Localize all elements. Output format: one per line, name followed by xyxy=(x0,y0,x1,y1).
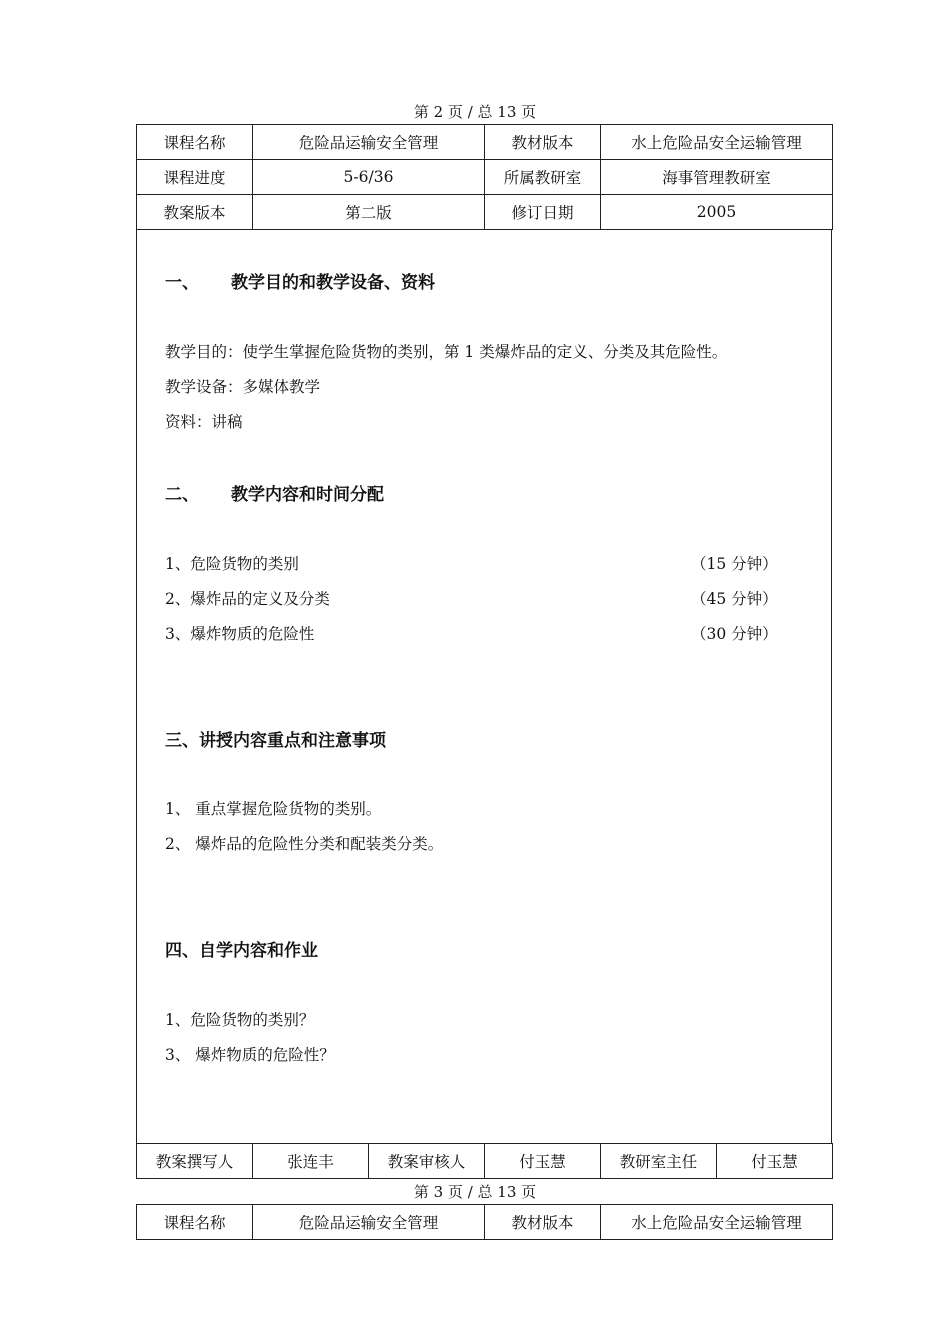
value-department-head: 付玉慧 xyxy=(717,1144,833,1179)
equipment-line: 教学设备：多媒体教学 xyxy=(165,378,321,396)
list-item: 1、 重点掌握危险货物的类别。 xyxy=(165,800,382,818)
section4-title: 四、自学内容和作业 xyxy=(165,941,318,961)
section2-number: 二、 xyxy=(165,485,199,505)
value-reviewer: 付玉慧 xyxy=(485,1144,601,1179)
course-info-table xyxy=(136,124,833,230)
page-number-top: 第 2 页 / 总 13 页 xyxy=(413,103,537,121)
label-department-head: 教研室主任 xyxy=(601,1144,717,1179)
time-allocation: （45 分钟） xyxy=(691,590,778,608)
table-row xyxy=(137,160,833,195)
value-plan-version: 第二版 xyxy=(253,195,485,230)
section3-title: 三、讲授内容重点和注意事项 xyxy=(165,731,386,751)
label-reviewer: 教案审核人 xyxy=(369,1144,485,1179)
section2-title: 教学内容和时间分配 xyxy=(231,485,384,505)
value-course-name: 危险品运输安全管理 xyxy=(253,1205,485,1240)
time-allocation: （15 分钟） xyxy=(691,555,778,573)
label-course-progress: 课程进度 xyxy=(137,160,253,195)
lesson-plan-body xyxy=(136,230,832,1143)
time-allocation: （30 分钟） xyxy=(691,625,778,643)
label-course-name: 课程名称 xyxy=(137,1205,253,1240)
list-item: 1、危险货物的类别 xyxy=(165,555,299,573)
value-course-progress: 5-6/36 xyxy=(253,160,485,195)
list-item: 2、 爆炸品的危险性分类和配装类分类。 xyxy=(165,835,444,853)
list-item: 3、 爆炸物质的危险性？ xyxy=(165,1046,335,1064)
label-course-name: 课程名称 xyxy=(137,125,253,160)
value-textbook-version: 水上危险品安全运输管理 xyxy=(601,1205,833,1240)
label-plan-version: 教案版本 xyxy=(137,195,253,230)
table-row xyxy=(137,125,833,160)
next-page-header-table xyxy=(136,1204,833,1240)
value-course-name: 危险品运输安全管理 xyxy=(253,125,485,160)
section1-title: 教学目的和教学设备、资料 xyxy=(231,273,435,293)
value-revision-date: 2005 xyxy=(601,195,833,230)
table-row xyxy=(137,195,833,230)
value-author: 张连丰 xyxy=(253,1144,369,1179)
signature-table xyxy=(136,1143,833,1179)
label-textbook-version: 教材版本 xyxy=(485,125,601,160)
materials-line: 资料：讲稿 xyxy=(165,413,243,431)
objective-line: 教学目的：使学生掌握危险货物的类别，第 1 类爆炸品的定义、分类及其危险性。 xyxy=(165,343,728,361)
value-textbook-version: 水上危险品安全运输管理 xyxy=(601,125,833,160)
table-row xyxy=(137,1205,833,1240)
page-number-bottom: 第 3 页 / 总 13 页 xyxy=(413,1183,537,1201)
list-item: 3、爆炸物质的危险性 xyxy=(165,625,315,643)
list-item: 2、爆炸品的定义及分类 xyxy=(165,590,330,608)
label-author: 教案撰写人 xyxy=(137,1144,253,1179)
list-item: 1、危险货物的类别？ xyxy=(165,1011,315,1029)
section1-number: 一、 xyxy=(165,273,199,293)
label-textbook-version: 教材版本 xyxy=(485,1205,601,1240)
label-department: 所属教研室 xyxy=(485,160,601,195)
table-row xyxy=(137,1144,833,1179)
value-department: 海事管理教研室 xyxy=(601,160,833,195)
label-revision-date: 修订日期 xyxy=(485,195,601,230)
